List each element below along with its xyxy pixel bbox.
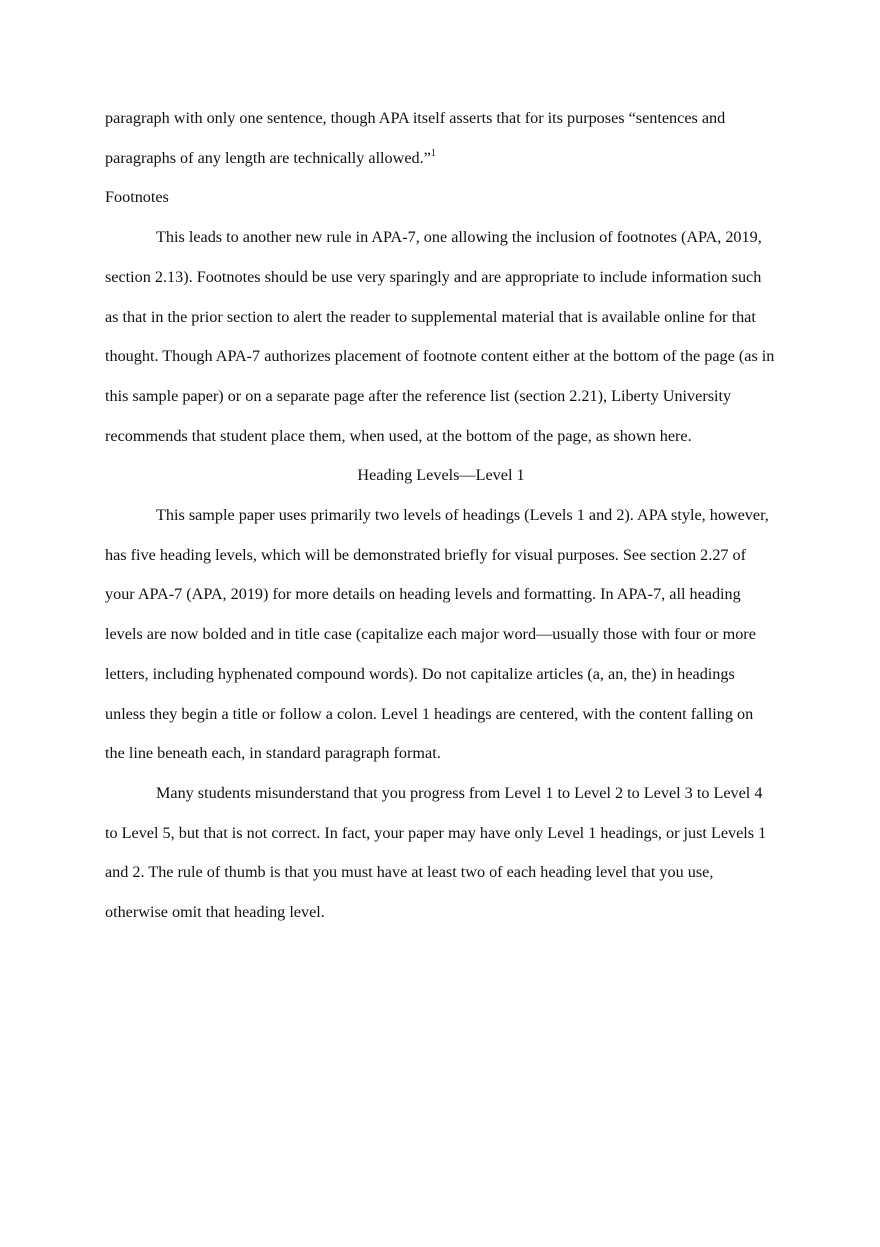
document-body xyxy=(105,99,777,933)
section-heading-footnotes: Footnotes xyxy=(105,188,169,207)
section-heading-level-1: Heading Levels—Level 1 xyxy=(357,466,525,485)
continuation-paragraph xyxy=(105,99,777,178)
continuation-paragraph-text: paragraph with only one sentence, though APA itself asserts that for its purposes “sentences and paragraphs of any length are technically allowed.” xyxy=(105,109,726,167)
footnote-marker: 1 xyxy=(430,147,436,159)
footnotes-paragraph: This leads to another new rule in APA-7, one allowing the inclusion of footnotes (APA, 2019, section 2.13). Footnotes should be use very sparingly and are appropriate to include information such as that in the prior section to alert the reader to supplemental material that is available online for that thought. Though APA-7 authorizes placement of footnote content either at the bottom of the page (as in this sample paper) or on a separate page after the reference list (section 2.21), Liberty University recommends that student place them, when used, at the bottom of the page, as shown here. xyxy=(105,228,775,445)
heading-levels-paragraph-2: Many students misunderstand that you progress from Level 1 to Level 2 to Level 3 to Level 4 to Level 5, but that is not correct. In fact, your paper may have only Level 1 headings, or just Levels 1 and 2. The rule of thumb is that you must have at least two of each heading level that you use, otherwise omit that heading level. xyxy=(105,783,767,922)
heading-levels-paragraph-1: This sample paper uses primarily two levels of headings (Levels 1 and 2). APA style, however, has five heading levels, which will be demonstrated briefly for visual purposes. See section 2.27 of your APA-7 (APA, 2019) for more details on heading levels and formatting. In APA-7, all heading levels are now bolded and in title case (capitalize each major word—usually those with four or more letters, including hyphenated compound words). Do not capitalize articles (a, an, the) in headings unless they begin a title or follow a colon. Level 1 headings are centered, with the content falling on the line beneath each, in standard paragraph format. xyxy=(105,506,769,763)
